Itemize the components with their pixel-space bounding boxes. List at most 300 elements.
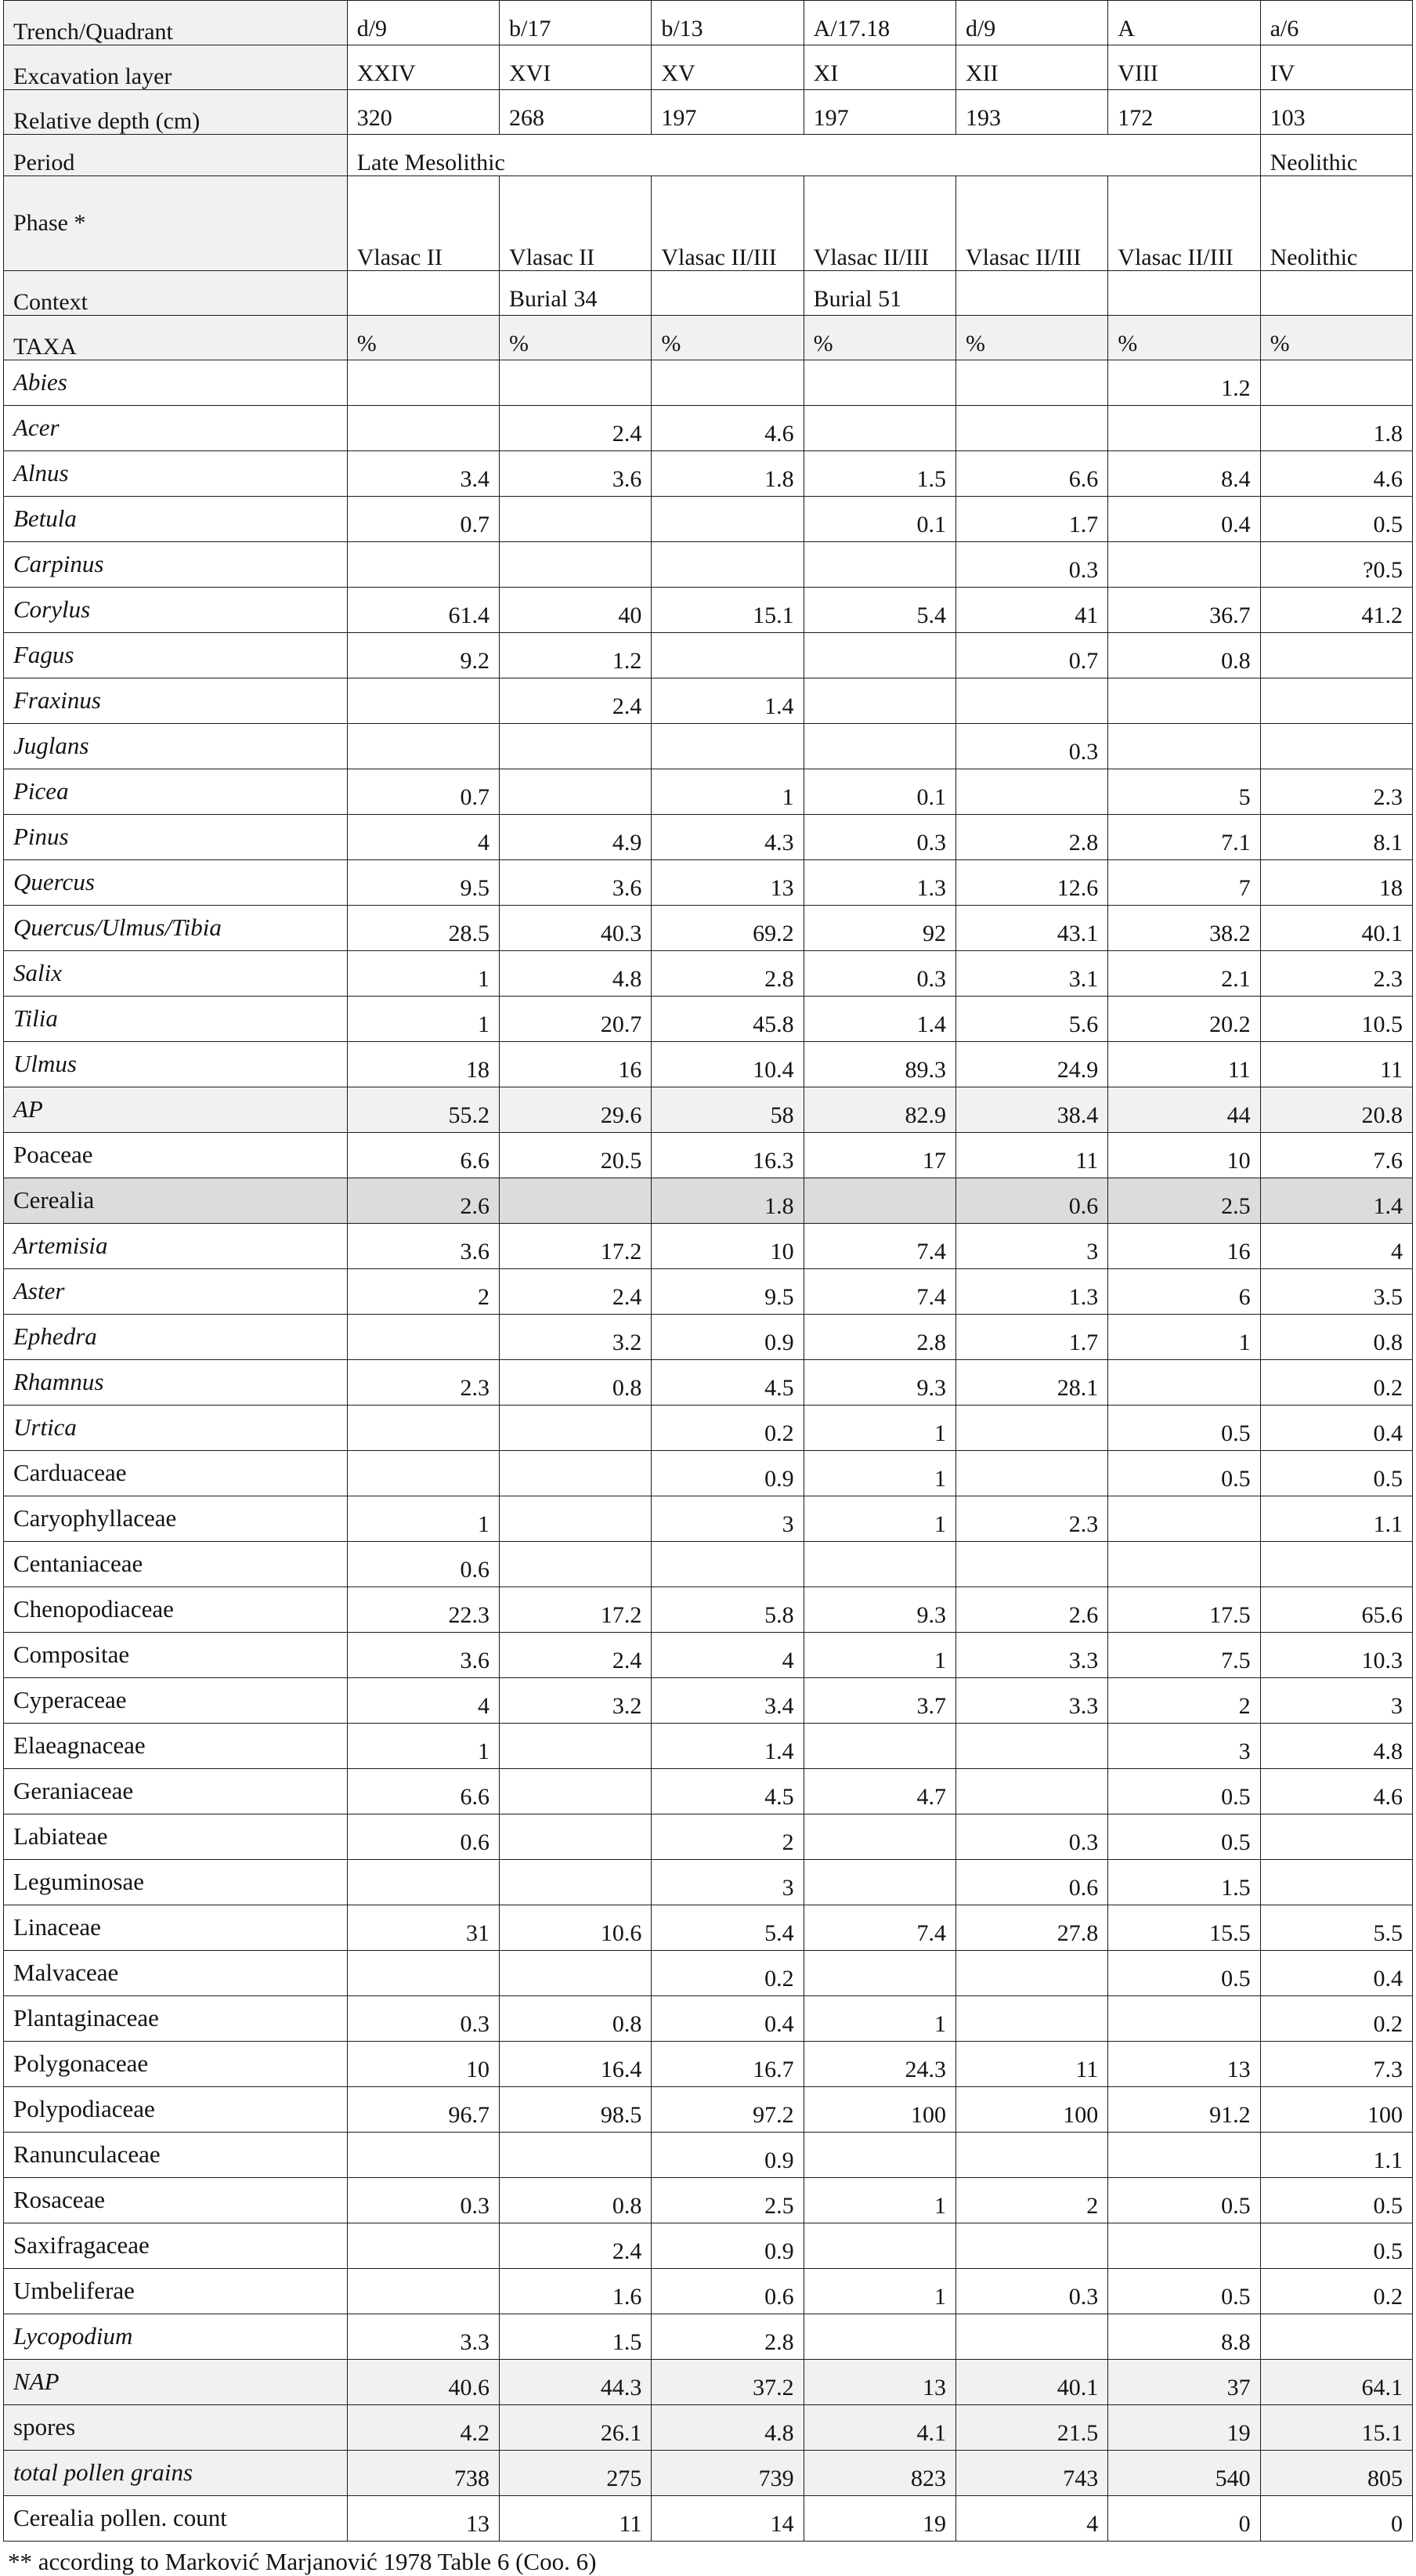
- taxon-value: 14: [652, 2496, 804, 2542]
- column-header-percent-1: %: [347, 316, 499, 360]
- column-header-percent-3: %: [652, 316, 804, 360]
- taxon-value: 1.7: [955, 497, 1107, 542]
- taxon-value: 0.5: [1260, 1451, 1412, 1496]
- taxon-value: 1.8: [1260, 406, 1412, 451]
- taxon-value: [500, 1814, 652, 1860]
- taxon-value: 10: [652, 1224, 804, 1269]
- taxon-value: 18: [347, 1042, 499, 1087]
- taxon-value: 16.4: [500, 2042, 652, 2087]
- taxon-value: 2.4: [500, 1633, 652, 1678]
- taxon-value: 1: [804, 2269, 955, 2314]
- taxon-value: 2.3: [1260, 951, 1412, 997]
- taxon-value: 3: [1108, 1724, 1260, 1769]
- taxon-value: [500, 1451, 652, 1496]
- table-row: [4, 633, 1413, 678]
- taxon-value: 0.9: [652, 2133, 804, 2178]
- taxon-value: 0.1: [804, 497, 955, 542]
- taxon-value: [500, 1542, 652, 1587]
- taxon-value: 2.6: [347, 1178, 499, 1224]
- taxon-value: [347, 406, 499, 451]
- taxon-value: 0.7: [347, 769, 499, 815]
- cell-phase-1: Vlasac II: [347, 176, 499, 271]
- taxon-value: 7.4: [804, 1905, 955, 1951]
- taxon-label: Caryophyllaceae: [4, 1496, 348, 1542]
- taxon-label: spores: [4, 2405, 348, 2451]
- taxon-value: 24.3: [804, 2042, 955, 2087]
- table-row: [4, 1269, 1413, 1315]
- table-row-taxa-header: [4, 316, 1413, 360]
- taxon-value: 1: [347, 1724, 499, 1769]
- taxon-label: Salix: [4, 951, 348, 997]
- taxon-value: 9.3: [804, 1587, 955, 1633]
- cell-layer-2: XVI: [500, 45, 652, 90]
- taxon-value: 0.4: [1108, 497, 1260, 542]
- taxon-label: Cyperaceae: [4, 1678, 348, 1724]
- taxon-value: [500, 1496, 652, 1542]
- taxon-value: [955, 1406, 1107, 1451]
- cell-phase-7: Neolithic: [1260, 176, 1412, 271]
- taxon-value: 2.5: [1108, 1178, 1260, 1224]
- table-row: [4, 1587, 1413, 1633]
- taxon-value: 0.6: [652, 2269, 804, 2314]
- taxon-value: 31: [347, 1905, 499, 1951]
- taxon-label: Cerealia: [4, 1178, 348, 1224]
- row-label-context: Context: [4, 271, 348, 316]
- taxon-value: 7.4: [804, 1269, 955, 1315]
- taxon-value: 1.2: [500, 633, 652, 678]
- taxon-value: [347, 1315, 499, 1360]
- taxon-value: 98.5: [500, 2087, 652, 2133]
- taxon-value: 2.3: [347, 1360, 499, 1406]
- column-header-percent-5: %: [955, 316, 1107, 360]
- taxon-value: 1: [804, 1496, 955, 1542]
- taxon-value: 0.5: [1260, 2223, 1412, 2269]
- taxon-value: 2.1: [1108, 951, 1260, 997]
- taxon-value: 7.1: [1108, 815, 1260, 860]
- taxon-label: Aster: [4, 1269, 348, 1315]
- table-row: [4, 951, 1413, 997]
- taxon-value: 28.1: [955, 1360, 1107, 1406]
- taxon-value: 2.3: [955, 1496, 1107, 1542]
- table-row-relative-depth: [4, 90, 1413, 135]
- table-row: [4, 1360, 1413, 1406]
- taxon-value: 43.1: [955, 906, 1107, 951]
- taxon-value: [804, 1542, 955, 1587]
- table-row: [4, 1769, 1413, 1814]
- taxon-value: 0.2: [1260, 2269, 1412, 2314]
- table-row: [4, 2405, 1413, 2451]
- table-row: [4, 1814, 1413, 1860]
- taxon-label: Malvaceae: [4, 1951, 348, 1996]
- taxon-value: 0.7: [955, 633, 1107, 678]
- taxon-label: AP: [4, 1087, 348, 1133]
- taxon-value: [1108, 1542, 1260, 1587]
- taxon-label: Polypodiaceae: [4, 2087, 348, 2133]
- taxon-value: 2.5: [652, 2178, 804, 2223]
- taxon-value: 2.8: [652, 2314, 804, 2360]
- taxon-value: 2.4: [500, 406, 652, 451]
- taxon-value: [804, 1860, 955, 1905]
- taxon-label: Lycopodium: [4, 2314, 348, 2360]
- taxon-value: 4.8: [500, 951, 652, 997]
- cell-phase-4: Vlasac II/III: [804, 176, 955, 271]
- taxon-value: 0: [1108, 2496, 1260, 2542]
- taxon-value: 743: [955, 2451, 1107, 2496]
- taxon-value: 3.5: [1260, 1269, 1412, 1315]
- taxon-value: 10.6: [500, 1905, 652, 1951]
- taxon-value: 0.3: [804, 815, 955, 860]
- taxon-value: [652, 542, 804, 588]
- taxon-value: 0.3: [955, 542, 1107, 588]
- taxon-value: 3.2: [500, 1315, 652, 1360]
- cell-context-4: Burial 51: [804, 271, 955, 316]
- taxon-value: 0.8: [1108, 633, 1260, 678]
- taxon-value: 15.5: [1108, 1905, 1260, 1951]
- taxon-value: [955, 678, 1107, 724]
- taxon-value: [955, 769, 1107, 815]
- taxon-value: [1108, 542, 1260, 588]
- taxon-value: [955, 1724, 1107, 1769]
- taxon-value: 89.3: [804, 1042, 955, 1087]
- table-row: [4, 1724, 1413, 1769]
- taxon-value: 61.4: [347, 588, 499, 633]
- taxon-value: 16: [500, 1042, 652, 1087]
- taxon-value: 3: [1260, 1678, 1412, 1724]
- taxon-value: 7.4: [804, 1224, 955, 1269]
- taxon-value: 8.4: [1108, 451, 1260, 497]
- taxon-value: [1260, 678, 1412, 724]
- table-row: [4, 906, 1413, 951]
- row-label-relative-depth: Relative depth (cm): [4, 90, 348, 135]
- taxon-value: [1260, 1542, 1412, 1587]
- taxon-label: Compositae: [4, 1633, 348, 1678]
- taxon-value: [1260, 1814, 1412, 1860]
- taxon-value: [1260, 724, 1412, 769]
- taxon-value: 40.3: [500, 906, 652, 951]
- taxon-value: [955, 1769, 1107, 1814]
- table-row-phase: [4, 176, 1413, 271]
- taxon-value: [500, 2133, 652, 2178]
- table-row: [4, 1860, 1413, 1905]
- table-row: [4, 542, 1413, 588]
- taxon-value: 24.9: [955, 1042, 1107, 1087]
- taxon-value: 2.8: [955, 815, 1107, 860]
- taxon-value: 0.3: [955, 2269, 1107, 2314]
- cell-context-2: Burial 34: [500, 271, 652, 316]
- taxon-value: [1108, 2223, 1260, 2269]
- taxon-value: [1108, 678, 1260, 724]
- taxon-value: 26.1: [500, 2405, 652, 2451]
- taxon-label: Carpinus: [4, 542, 348, 588]
- taxon-value: [500, 1951, 652, 1996]
- table-row: [4, 2360, 1413, 2405]
- table-row: [4, 769, 1413, 815]
- taxon-label: Fraxinus: [4, 678, 348, 724]
- taxon-value: 0.5: [1260, 497, 1412, 542]
- taxon-value: 3.3: [955, 1633, 1107, 1678]
- taxon-value: [1108, 2133, 1260, 2178]
- taxon-value: 6: [1108, 1269, 1260, 1315]
- table-row-excavation-layer: [4, 45, 1413, 90]
- taxon-value: 7: [1108, 860, 1260, 906]
- cell-depth-5: 193: [955, 90, 1107, 135]
- taxon-value: 92: [804, 906, 955, 951]
- taxon-value: 11: [1260, 1042, 1412, 1087]
- taxon-value: 11: [955, 1133, 1107, 1178]
- taxon-value: 13: [804, 2360, 955, 2405]
- taxon-value: 2: [1108, 1678, 1260, 1724]
- cell-depth-7: 103: [1260, 90, 1412, 135]
- taxon-value: 4.2: [347, 2405, 499, 2451]
- cell-period-late-mesolithic: Late Mesolithic: [347, 135, 1260, 176]
- row-label-period: Period: [4, 135, 348, 176]
- taxon-value: 17.5: [1108, 1587, 1260, 1633]
- taxon-value: [955, 2314, 1107, 2360]
- taxon-value: 1: [804, 1451, 955, 1496]
- taxon-value: [347, 542, 499, 588]
- taxon-value: 29.6: [500, 1087, 652, 1133]
- taxon-label: Rhamnus: [4, 1360, 348, 1406]
- row-label-phase: Phase *: [4, 176, 348, 271]
- taxon-value: 4: [1260, 1224, 1412, 1269]
- table-row: [4, 1678, 1413, 1724]
- taxon-value: 44.3: [500, 2360, 652, 2405]
- taxon-value: 275: [500, 2451, 652, 2496]
- table-row: [4, 860, 1413, 906]
- taxon-value: 2.8: [804, 1315, 955, 1360]
- table-row: [4, 1905, 1413, 1951]
- cell-trench-4: A/17.18: [804, 1, 955, 45]
- taxon-value: 20.7: [500, 997, 652, 1042]
- taxon-value: 69.2: [652, 906, 804, 951]
- taxon-value: 0.1: [804, 769, 955, 815]
- taxon-value: [1260, 360, 1412, 406]
- taxon-value: 1: [1108, 1315, 1260, 1360]
- cell-layer-7: IV: [1260, 45, 1412, 90]
- taxon-value: 7.3: [1260, 2042, 1412, 2087]
- taxon-value: 37: [1108, 2360, 1260, 2405]
- table-row: [4, 2133, 1413, 2178]
- taxon-value: 38.4: [955, 1087, 1107, 1133]
- taxon-value: 0.7: [347, 497, 499, 542]
- taxon-value: [804, 2314, 955, 2360]
- table-row: [4, 2314, 1413, 2360]
- taxon-value: [955, 406, 1107, 451]
- taxon-value: 3.6: [500, 860, 652, 906]
- taxon-value: [500, 769, 652, 815]
- cell-trench-7: a/6: [1260, 1, 1412, 45]
- taxon-value: [1108, 1496, 1260, 1542]
- taxon-value: 4.3: [652, 815, 804, 860]
- taxon-value: [347, 1951, 499, 1996]
- taxon-value: 100: [955, 2087, 1107, 2133]
- taxon-value: 6.6: [347, 1769, 499, 1814]
- taxon-value: 4.5: [652, 1360, 804, 1406]
- cell-depth-2: 268: [500, 90, 652, 135]
- taxon-value: 9.3: [804, 1360, 955, 1406]
- table-row: [4, 2269, 1413, 2314]
- taxon-value: 1: [652, 769, 804, 815]
- taxon-value: 11: [1108, 1042, 1260, 1087]
- taxon-value: 0.8: [1260, 1315, 1412, 1360]
- taxon-label: Poaceae: [4, 1133, 348, 1178]
- taxon-label: Corylus: [4, 588, 348, 633]
- taxon-label: Pinus: [4, 815, 348, 860]
- taxon-value: ?0.5: [1260, 542, 1412, 588]
- taxon-value: 1.4: [652, 1724, 804, 1769]
- taxon-value: [804, 2133, 955, 2178]
- taxon-value: 1: [804, 1406, 955, 1451]
- taxon-value: 3.3: [955, 1678, 1107, 1724]
- taxon-value: 1.4: [1260, 1178, 1412, 1224]
- taxon-value: [500, 497, 652, 542]
- taxon-value: 3.6: [500, 451, 652, 497]
- taxon-value: [652, 360, 804, 406]
- taxon-value: 100: [804, 2087, 955, 2133]
- column-header-percent-4: %: [804, 316, 955, 360]
- taxon-label: Picea: [4, 769, 348, 815]
- taxon-value: 65.6: [1260, 1587, 1412, 1633]
- taxon-value: 7.5: [1108, 1633, 1260, 1678]
- taxon-value: 1.3: [955, 1269, 1107, 1315]
- taxon-label: Quercus/Ulmus/Tibia: [4, 906, 348, 951]
- taxon-value: [500, 724, 652, 769]
- taxon-value: [955, 1451, 1107, 1496]
- table-row: [4, 1996, 1413, 2042]
- table-row-period: [4, 135, 1413, 176]
- taxon-value: [347, 724, 499, 769]
- cell-context-7: [1260, 271, 1412, 316]
- taxon-value: 18: [1260, 860, 1412, 906]
- taxon-value: [500, 1406, 652, 1451]
- table-row: [4, 1087, 1413, 1133]
- table-row: [4, 678, 1413, 724]
- taxon-value: [500, 360, 652, 406]
- taxon-value: 10: [347, 2042, 499, 2087]
- taxon-value: 3: [652, 1860, 804, 1905]
- taxon-value: 0.3: [955, 724, 1107, 769]
- taxon-value: 4.5: [652, 1769, 804, 1814]
- taxon-value: 1.8: [652, 451, 804, 497]
- taxon-value: 0.9: [652, 1315, 804, 1360]
- taxon-value: 1.8: [652, 1178, 804, 1224]
- cell-layer-3: XV: [652, 45, 804, 90]
- table-row: [4, 451, 1413, 497]
- column-header-taxa: TAXA: [4, 316, 348, 360]
- taxon-value: 3.3: [347, 2314, 499, 2360]
- taxon-label: Plantaginaceae: [4, 1996, 348, 2042]
- taxon-value: 0.4: [1260, 1951, 1412, 1996]
- column-header-percent-2: %: [500, 316, 652, 360]
- taxon-value: 9.5: [347, 860, 499, 906]
- table-row: [4, 2178, 1413, 2223]
- taxon-value: 3.4: [652, 1678, 804, 1724]
- taxon-value: 17: [804, 1133, 955, 1178]
- table-row: [4, 2496, 1413, 2542]
- taxon-value: 1: [347, 1496, 499, 1542]
- taxon-value: 2.3: [1260, 769, 1412, 815]
- taxon-value: [347, 678, 499, 724]
- taxon-value: [804, 724, 955, 769]
- taxon-value: 0.8: [500, 1996, 652, 2042]
- taxon-value: 6.6: [955, 451, 1107, 497]
- taxon-value: 15.1: [1260, 2405, 1412, 2451]
- taxon-value: 1.4: [804, 997, 955, 1042]
- taxon-value: 3.6: [347, 1633, 499, 1678]
- taxon-value: 0.9: [652, 1451, 804, 1496]
- taxon-value: 40.1: [955, 2360, 1107, 2405]
- taxon-value: 2: [955, 2178, 1107, 2223]
- taxon-value: [652, 497, 804, 542]
- taxon-value: 0.4: [652, 1996, 804, 2042]
- taxon-value: [500, 1178, 652, 1224]
- taxon-value: 4.6: [1260, 1769, 1412, 1814]
- table-body: [4, 1, 1413, 2542]
- table-row-trench-quadrant: [4, 1, 1413, 45]
- taxon-value: [955, 1996, 1107, 2042]
- cell-layer-5: XII: [955, 45, 1107, 90]
- taxon-value: 4.8: [652, 2405, 804, 2451]
- taxon-value: 4: [347, 1678, 499, 1724]
- taxon-value: 5.4: [804, 588, 955, 633]
- taxon-label: Geraniaceae: [4, 1769, 348, 1814]
- column-header-percent-7: %: [1260, 316, 1412, 360]
- taxon-value: 16.3: [652, 1133, 804, 1178]
- table-row: [4, 1178, 1413, 1224]
- taxon-value: 13: [652, 860, 804, 906]
- taxon-value: 0.8: [500, 1360, 652, 1406]
- taxon-value: [347, 2133, 499, 2178]
- table-row: [4, 1042, 1413, 1087]
- taxon-value: 91.2: [1108, 2087, 1260, 2133]
- table-row: [4, 588, 1413, 633]
- cell-trench-5: d/9: [955, 1, 1107, 45]
- taxon-value: 0.2: [1260, 1996, 1412, 2042]
- cell-trench-1: d/9: [347, 1, 499, 45]
- taxon-value: 0.3: [955, 1814, 1107, 1860]
- taxon-value: 10: [1108, 1133, 1260, 1178]
- taxon-value: 0.3: [347, 1996, 499, 2042]
- taxon-value: 44: [1108, 1087, 1260, 1133]
- taxon-value: [804, 1814, 955, 1860]
- taxon-value: 3.4: [347, 451, 499, 497]
- taxon-value: [500, 542, 652, 588]
- taxon-label: Ranunculaceae: [4, 2133, 348, 2178]
- cell-context-5: [955, 271, 1107, 316]
- taxon-value: 1: [347, 997, 499, 1042]
- taxon-value: 11: [955, 2042, 1107, 2087]
- taxon-value: 19: [804, 2496, 955, 2542]
- taxon-value: 3.2: [500, 1678, 652, 1724]
- taxon-value: [804, 360, 955, 406]
- taxon-value: 40.1: [1260, 906, 1412, 951]
- taxon-value: 0.9: [652, 2223, 804, 2269]
- taxon-label: Urtica: [4, 1406, 348, 1451]
- taxon-value: 12.6: [955, 860, 1107, 906]
- taxon-value: 1.4: [652, 678, 804, 724]
- taxon-value: 37.2: [652, 2360, 804, 2405]
- taxon-value: 0.3: [804, 951, 955, 997]
- taxon-label: Ulmus: [4, 1042, 348, 1087]
- taxon-value: [955, 1542, 1107, 1587]
- taxon-value: 805: [1260, 2451, 1412, 2496]
- taxon-label: Chenopodiaceae: [4, 1587, 348, 1633]
- taxon-value: [1108, 1360, 1260, 1406]
- table-row: [4, 406, 1413, 451]
- taxon-label: NAP: [4, 2360, 348, 2405]
- table-row: [4, 1542, 1413, 1587]
- taxon-value: [500, 1769, 652, 1814]
